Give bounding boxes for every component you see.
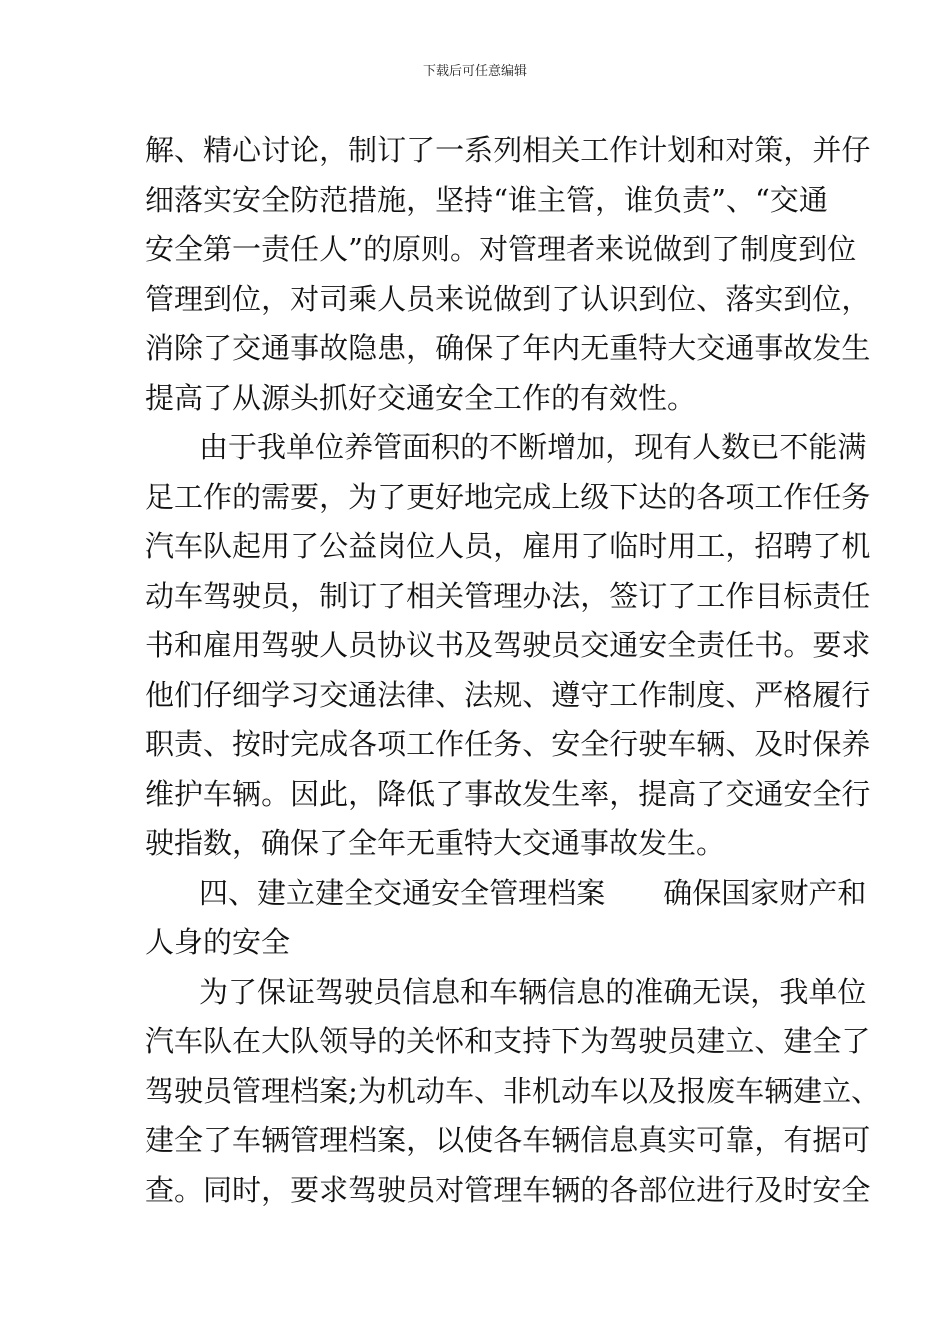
text-line: 消 除 了 交 通 事 故 隐 患 ， 确 保 了 年 内 无 重 特 大 交 通 事 故 发 生	[145, 331, 871, 365]
section-heading-line: 四 、 建 立 建 全 交 通 安 全 管 理 档 案 确 保 国 家 财 产 和	[199, 875, 867, 910]
text-line: 建 全 了 车 辆 管 理 档 案 ， 以 使 各 车 辆 信 息 真 实 可 靠 ， 有 据 可	[145, 1123, 871, 1157]
text-line: 驾 驶 员 管 理 档 案 ; 为 机 动 车 、 非 机 动 车 以 及 报 废 车 辆 建 立 、	[145, 1073, 881, 1108]
text-line: 职 责 、 按 时 完 成 各 项 工 作 任 务 、 安 全 行 驶 车 辆 、 及 时 保 养	[145, 727, 871, 761]
text-line: 安 全 第 一 责 任 人 ” 的 原 则 。 对 管 理 者 来 说 做 到 了 制 度 到 位	[145, 232, 857, 266]
text-line: 驶指数，确保了全年无重特大交通事故发生。	[145, 826, 726, 860]
section-heading-line: 人身的安全	[145, 925, 291, 959]
text-line: 为 了 保 证 驾 驶 员 信 息 和 车 辆 信 息 的 准 确 无 误 ， 我 单 位	[199, 974, 867, 1009]
text-line: 汽 车 队 起 用 了 公 益 岗 位 人 员 ， 雇 用 了 临 时 用 工 ， 招 聘 了 机	[145, 529, 871, 563]
text-line: 提高了从源头抓好交通安全工作的有效性。	[145, 380, 697, 415]
text-line: 查 。 同 时 ， 要 求 驾 驶 员 对 管 理 车 辆 的 各 部 位 进 行 及 时 安 全	[145, 1172, 871, 1207]
text-line: 他 们 仔 细 学 习 交 通 法 律 、 法 规 、 遵 守 工 作 制 度 、 严 格 履 行	[145, 677, 871, 712]
text-line: 管 理 到 位 ， 对 司 乘 人 员 来 说 做 到 了 认 识 到 位 、 落 实 到 位 ，	[145, 281, 871, 316]
text-line: 汽 车 队 在 大 队 领 导 的 关 怀 和 支 持 下 为 驾 驶 员 建 立 、 建 全 了	[145, 1024, 871, 1058]
document-body	[145, 126, 881, 1215]
page-header: 下载后可任意编辑	[422, 64, 527, 79]
text-line: 足 工 作 的 需 要 ， 为 了 更 好 地 完 成 上 级 下 达 的 各 项 工 作 任 务	[145, 479, 871, 514]
text-line: 细 落 实 安 全 防 范 措 施 ， 坚 持 “ 谁 主 管 ， 谁 负 责 ” 、 “ 交 通	[145, 182, 828, 217]
text-line: 解 、 精 心 讨 论 ， 制 订 了 一 系 列 相 关 工 作 计 划 和 对 策 ， 并 仔	[145, 133, 871, 167]
text-line: 动 车 驾 驶 员 ， 制 订 了 相 关 管 理 办 法 ， 签 订 了 工 作 目 标 责 任	[145, 578, 871, 613]
text-line: 书 和 雇 用 驾 驶 人 员 协 议 书 及 驾 驶 员 交 通 安 全 责 任 书 。 要 求	[145, 628, 871, 662]
text-line: 由 于 我 单 位 养 管 面 积 的 不 断 增 加 ， 现 有 人 数 已 不 能 满	[199, 430, 867, 464]
text-line: 维 护 车 辆 。 因 此 ， 降 低 了 事 故 发 生 率 ， 提 高 了 交 通 安 全 行	[145, 776, 871, 811]
